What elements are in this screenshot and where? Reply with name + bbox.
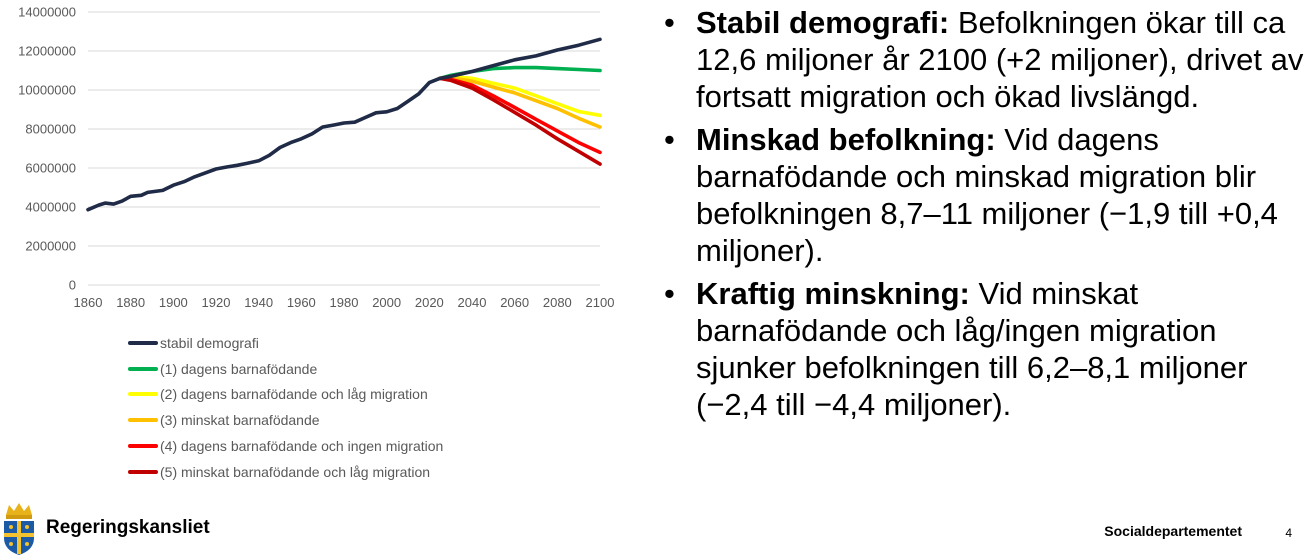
x-tick-label-2: 1900 [158,295,188,310]
org-name: Regeringskansliet [46,517,210,538]
x-tick-label-11: 2080 [542,295,572,310]
bullet-dot-icon: • [664,276,675,311]
chart-gridlines [88,12,600,285]
x-tick-label-8: 2020 [414,295,444,310]
legend-swatch-3 [128,418,158,422]
legend-label-0: stabil demografi [160,334,259,351]
legend-item-5 [128,459,443,485]
y-axis [18,5,76,293]
crown-shield-icon [0,500,38,556]
x-tick-label-10: 2060 [500,295,530,310]
legend-label-1: (1) dagens barnafödande [160,360,318,377]
y-tick-label-0: 0 [68,277,76,293]
y-tick-label-4: 8000000 [25,121,76,137]
bullet-item-0 [658,4,1306,115]
bullet-dot-icon: • [664,122,675,157]
legend-item-0 [128,330,443,356]
y-tick-label-3: 6000000 [25,160,76,176]
bullet-heading: Minskad befolkning: [696,122,996,157]
page-number: 4 [1285,526,1292,540]
legend-item-4 [128,433,443,459]
x-tick-label-12: 2100 [585,295,615,310]
bullet-dot-icon: • [664,5,675,40]
legend-label-3: (3) minskat barnafödande [160,412,320,429]
chart-legend [128,330,443,485]
legend-swatch-1 [128,367,158,371]
x-tick-label-0: 1860 [73,295,103,310]
y-tick-label-7: 14000000 [18,4,76,20]
bullet-text: Vid minskat barnafödande och låg/ingen migration sjunker befolkningen till 6,2–8,1 miljoner (−2,4 till −4,4 miljoner). [696,276,1248,422]
series-lines [88,39,600,209]
bullet-text: Vid dagens barnafödande och minskad migration blir befolkningen 8,7–11 miljoner (−1,9 till +0,4 miljoner). [696,122,1278,268]
legend-label-4: (4) dagens barnafödande och ingen migration [160,438,444,455]
bullet-item-1 [658,121,1306,269]
x-tick-label-5: 1960 [286,295,316,310]
x-tick-label-1: 1880 [116,295,146,310]
y-tick-label-1: 2000000 [25,238,76,254]
legend-swatch-2 [128,392,158,396]
summary-bullets [658,4,1306,429]
legend-label-5: (5) minskat barnafödande och låg migration [160,463,431,480]
bullet-text: Befolkningen ökar till ca 12,6 miljoner år 2100 (+2 miljoner), drivet av fortsatt migration och ökad livslängd. [696,5,1304,114]
bullet-item-2 [658,275,1306,423]
x-tick-label-4: 1940 [244,295,274,310]
x-axis [74,295,615,310]
regeringskansliet-logo [0,500,210,556]
legend-swatch-5 [128,470,158,474]
legend-label-2: (2) dagens barnafödande och låg migration [160,386,428,403]
y-tick-label-6: 12000000 [18,43,76,59]
series-line-0 [88,39,600,209]
y-tick-label-5: 10000000 [18,82,76,98]
legend-swatch-0 [128,341,158,345]
legend-item-3 [128,407,443,433]
legend-item-1 [128,356,443,382]
y-tick-label-2: 4000000 [25,199,76,215]
population-line-chart [0,0,640,330]
x-tick-label-3: 1920 [201,295,231,310]
bullet-heading: Stabil demografi: [696,5,950,40]
bullet-heading: Kraftig minskning: [696,276,970,311]
legend-item-2 [128,382,443,408]
legend-swatch-4 [128,444,158,448]
x-tick-label-6: 1980 [329,295,359,310]
department-name: Socialdepartementet [1104,523,1242,539]
x-tick-label-9: 2040 [457,295,487,310]
x-tick-label-7: 2000 [372,295,402,310]
